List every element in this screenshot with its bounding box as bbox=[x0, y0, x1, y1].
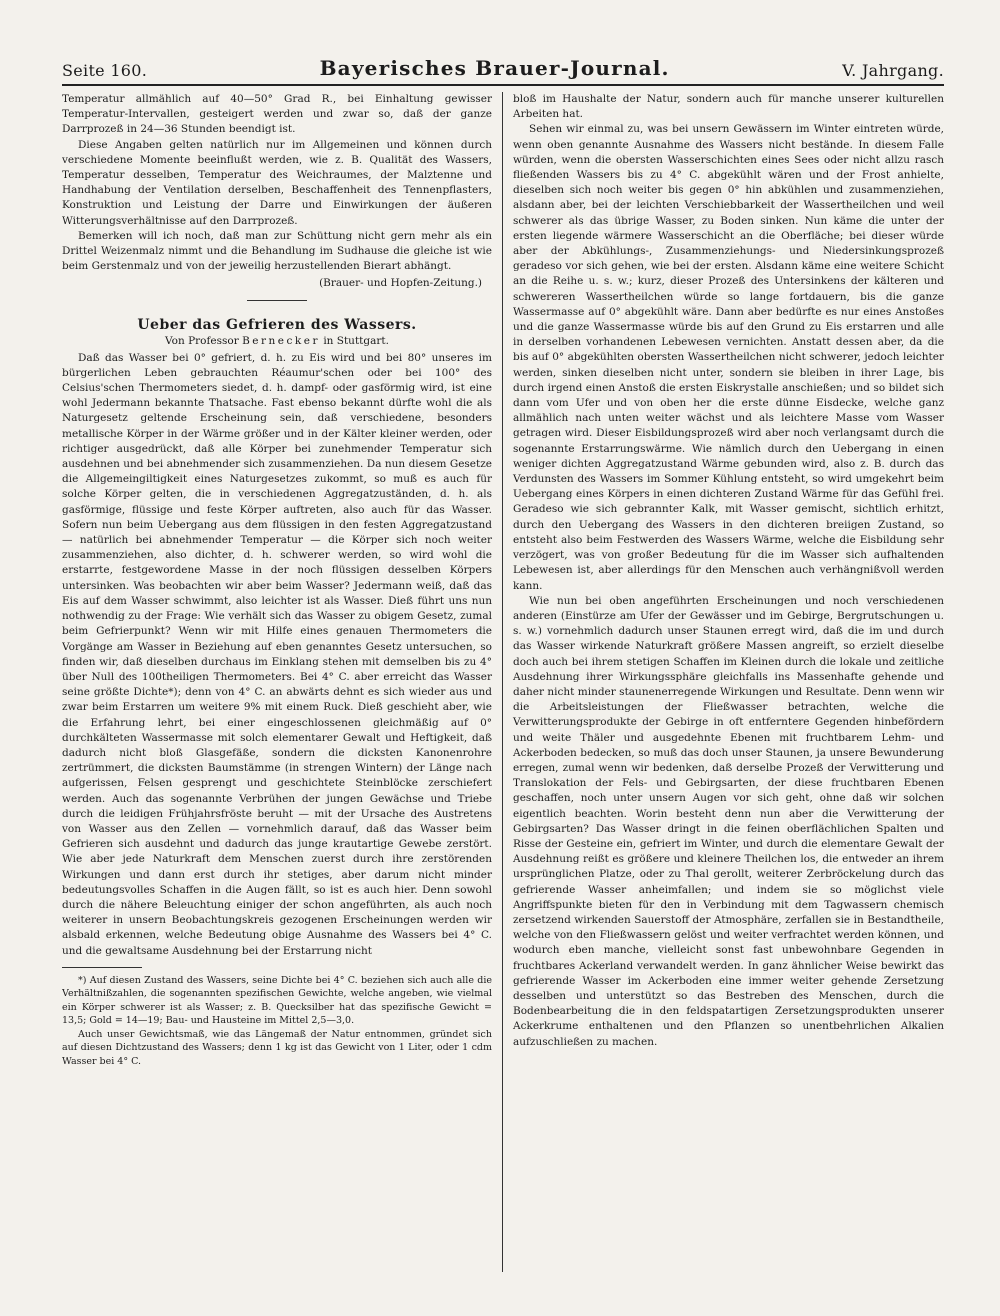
page-header bbox=[62, 54, 944, 86]
article-paragraph: Wie nun bei oben angeführten Erscheinungen und noch verschiedenen anderen (Einstürze am Ufer der Gewässer und im Gebirge, Bergrutschungen u. s. w.) vornehmlich dadurch unser Staunen erregt wird, daß die im und durch das Wasser wirkende Naturkraft größere Massen angreift, so erzielt dieselbe doch auch bei ihrem stetigen Schaffen im Kleinen durch die lokale und zeitliche Ausdehnung ihrer Wirkungssphäre gleichfalls ins Massenhafte gehende und daher nicht minder staunenerregende Wirkungen und Resultate. Denn wenn wir die Arbeitsleistungen der Fließwasser betrachten, welche die Verwitterungsprodukte der Gebirge in oft entferntere Gegenden hinbefördern und weite Thäler und ausgedehnte Ebenen mit fruchtbarem Lehm- und Ackerboden bedecken, so muß das doch unser Staunen, ja unsere Bewunderung erregen, zumal wenn wir bedenken, daß derselbe Prozeß der Verwitterung und Translokation der Fels- und Gebirgsarten, der diese fruchtbaren Ebenen geschaffen, noch unter unsern Augen vor sich geht, ohne daß wir solchen eigentlich beachten. Worin besteht denn nun aber die Verwitterung der Gebirgsarten? Das Wasser dringt in die feinen oberflächlichen Spalten und Risse der Gesteine ein, gefriert im Winter, und durch die elementare Gewalt der Ausdehnung reißt es größere und kleinere Theilchen los, die entweder an ihrem ursprünglichen Platze, oder zu Thal gerollt, weiterer Zerbröckelung durch das gefrierende Wasser anheimfallen; und indem sie so möglichst viele Angriffspunkte bieten für den in Verbindung mit dem Tagwassern chemisch zersetzend wirkenden Sauerstoff der Atmosphäre, zerfallen sie in Bestandtheile, welche von den Fließwassern gelöst und weiter verfrachtet werden können, und wodurch eben manche, vielleicht sonst fast unbewohnbare Gegenden in fruchtbares Ackerland verwandelt werden. In ganz ähnlicher Weise bewirkt das gefrierende Wasser im Ackerboden eine immer weiter gehende Zersetzung desselben und unterstützt so das Bestreben des Menschen, durch die Bodenbearbeitung die in den feldspatartigen Zersetzungsprodukten unserer Ackerkrume enthaltenen und den Pflanzen so unentbehrlichen Alkalien aufzuschließen zu machen. bbox=[513, 594, 944, 1048]
byline-author: Bernecker bbox=[242, 334, 320, 347]
page-number: Seite 160. bbox=[62, 61, 148, 80]
footnote: *) Auf diesen Zustand des Wassers, seine Dichte bei 4° C. beziehen sich auch alle die Verhältnißzahlen, die sogenannten spezifischen Gewichte, welche angeben, wie vielmal ein Körper schwerer ist als Wasser; z. B. Quecksilber hat das spezifische Gewicht = 13,5; Gold = 14—19; Bau- und Hausteine im Mittel 2,5—3,0. bbox=[62, 974, 492, 1027]
intro-paragraph: Bemerken will ich noch, daß man zur Schüttung nicht gern mehr als ein Drittel Weizenmalz nimmt und die Behandlung im Sudhause die gleiche ist wie beim Gerstenmalz und von der jeweilig herzustellenden Bierart abhängt. bbox=[62, 229, 492, 273]
footnotes bbox=[62, 974, 492, 1069]
intro-paragraph: Temperatur allmählich auf 40—50° Grad R., bei Einhaltung gewisser Temperatur-Intervallen, gesteigert werden und zwar so, daß der ganze Darrprozeß in 24—36 Stunden beendigt ist. bbox=[62, 93, 492, 136]
section-divider bbox=[247, 300, 307, 301]
article-paragraph: Daß das Wasser bei 0° gefriert, d. h. zu Eis wird und bei 80° unseres im bürgerlichen Leben gebrauchten Réaumur'schen oder bei 100° des Celsius'schen Thermometers siedet, d. h. dampf- oder gasförmig wird, ist eine wohl Jedermann bekannte Thatsache. Fast ebenso bekannt dürfte wohl die als Naturgesetz geltende Erscheinung sein, daß verschiedene, besonders metallische Körper in der Wärme größer und in der Kälter kleiner werden, oder richtiger ausgedrückt, daß alle Körper bei zunehmender Temperatur sich ausdehnen und bei abnehmender sich zusammenziehen. Da nun diesem Gesetze die Allgemeingiltigkeit eines Naturgesetzes zukommt, so muß es auch für solche Körper gelten, die in verschiedenen Aggregatzuständen, d. h. als gasförmige, flüssige und feste Körper auftreten, also auch für das Wasser. Sofern nun beim Uebergang aus dem flüssigen in den festen Aggregatzustand — natürlich bei abnehmender Temperatur — die Körper sich noch weiter zusammenziehen, also dichter, d. h. schwerer werden, so wird wohl die erstarrte, festgewordene Masse in der noch flüssigen desselben Körpers untersinken. Was beobachten wir aber beim Wasser? Jedermann weiß, daß das Eis auf dem Wasser schwimmt, also leichter ist als Wasser. Dieß führt uns nun nothwendig zu der Frage: Wie verhält sich das Wasser zu obigem Gesetz, zumal beim Gefrierpunkt? Wenn wir mit Hilfe eines genauen Thermometers die Vorgänge am Wasser in Beziehung auf eben genanntes Gesetz untersuchen, so finden wir, daß dieselben durchaus im Einklang stehen mit demselben bis zu 4° über Null des 100theiligen Thermometers. Bei 4° C. aber erreicht das Wasser seine größte Dichte*); denn von 4° C. an abwärts dehnt es sich wieder aus und zwar beim Erstarren um weitere 9% mit einem Ruck. Dieß geschieht aber, wie die Erfahrung lehrt, bei einer eingeschlossenen gleichmäßig auf 0° durchkälteten Wassermasse mit solch elementarer Gewalt und Heftigkeit, daß dadurch nicht bloß Glasgefäße, sondern die dicksten Kanonenrohre zertrümmert, die dicksten Baumstämme (in strengen Wintern) der Länge nach aufgerissen, Felsen gesprengt und geschichtete Steinblöcke zerschiefert werden. Auch das sogenannte Verbrühen der jungen Gewächse und Triebe durch die leidigen Frühjahrsfröste beruht — mit der Ursache des Austretens von Wasser aus den Zellen — vornehmlich darauf, daß das Wasser beim Gefrieren sich ausdehnt und dadurch das junge krautartige Gewebe zerstört. Wie aber jede Naturkraft dem Menschen zuerst durch ihre zerstörenden Wirkungen und dann erst durch ihr stetiges, aber darum nicht minder bedeutungsvolles Schaffen in die Augen fällt, so ist es auch hier. Denn sowohl durch die nähere Beleuchtung einiger der schon angeführten, als auch noch weiterer in unsern Beobachtungskreis gezogenen Erscheinungen werden wir alsbald erkennen, welche Bedeutung obige Ausnahme des Wassers bei 4° C. und die gewaltsame Ausdehnung bei der Erstarrung nicht bbox=[62, 351, 492, 957]
article-paragraph: Sehen wir einmal zu, was bei unsern Gewässern im Winter eintreten würde, wenn oben genannte Ausnahme des Wassers nicht bestände. In diesem Falle würden, wenn die obersten Wasserschichten eines Sees oder nicht allzu rasch fließenden Wassers bis zu 4° C. abgekühlt wären und der Frost anhielte, dieselben sich noch weiter bis gegen 0° hin abkühlen und zusammenziehen, alsdann aber, bei der leichten Verschiebbarkeit der Wassertheilchen und weil schwerer als das übrige Wasser, zu Boden sinken. Nun käme die unter der ersten liegende wärmere Wasserschicht an die Oberfläche; bei dieser würde aber der Abkühlungs-, Zusammenziehungs- und Niedersinkungsprozeß geradeso vor sich gehen, wie bei der ersten. Alsdann käme eine weitere Schicht an die Reihe u. s. w.; kurz, dieser Prozeß des Untersinkens der kälteren und schwereren Wassertheilchen würde so lange fortdauern, bis die ganze Wassermasse auf 0° abgekühlt wäre. Dann aber bedürfte es nur eines Anstoßes und die ganze Wassermasse würde bis auf den Grund zu Eis erstarren und alle in derselben vorhandenen Lebewesen vernichten. Anstatt dessen aber, da die bis auf 0° abgekühlten obersten Wassertheilchen nicht schwerer, jedoch leichter werden, sinken dieselben nicht unter, sondern sie bleiben in ihrer Lage, bis durch irgend einen Anstoß die ersten Eiskrystalle anschießen; und so bildet sich dann vom Ufer und von oben her die erste dünne Eisdecke, welche ganz allmählich nach unten weiter wächst und als leichtere Masse vom Wasser getragen wird. Dieser Eisbildungsprozeß wird aber noch verlangsamt durch die sogenannte Erstarrungswärme. Wie nämlich durch den Uebergang in einen weniger dichten Aggregatzustand Wärme gebunden wird, also z. B. durch das Verdunsten des Wassers im Sommer Kühlung entsteht, so wird umgekehrt beim Uebergang eines Körpers in einen dichteren Zustand Wärme für das Gefühl frei. Geradeso wie sich gebrannter Kalk, mit Wasser gemischt, sichtlich erhitzt, durch den Uebergang des Wassers in den dichteren breiigen Zustand, so entsteht also beim Festwerden des Wassers Wärme, welche die Eisbildung sehr verzögert, was von großer Bedeutung für die im Wasser sich aufhaltenden Lebewesen ist, aber allerdings für den Menschen auch verhängnißvoll werden kann. bbox=[513, 123, 944, 592]
article-byline bbox=[62, 335, 492, 347]
byline-prefix: Von Professor bbox=[165, 334, 239, 347]
article-title: Ueber das Gefrieren des Wassers. bbox=[137, 316, 417, 333]
intro-paragraph: Diese Angaben gelten natürlich nur im Allgemeinen und können durch verschiedene Momente beeinflußt werden, wie z. B. Qualität des Wassers, Temperatur desselben, Temperatur des Weichraumes, der Malztenne und Handhabung der Ventilation derselben, Beschaffenheit des Tennenpflasters, Konstruktion und Leistung der Darre und Einwirkungen der äußeren Witterungsverhältnisse auf den Darrprozeß. bbox=[62, 138, 492, 227]
intro-source: (Brauer- und Hopfen-Zeitung.) bbox=[319, 277, 482, 290]
journal-title: Bayerisches Brauer-Journal. bbox=[319, 56, 670, 80]
footnote-divider bbox=[62, 967, 142, 968]
article-paragraph: bloß im Haushalte der Natur, sondern auch für manche unserer kulturellen Arbeiten hat. bbox=[513, 93, 944, 121]
byline-suffix: in Stuttgart. bbox=[323, 334, 389, 347]
volume-label: V. Jahrgang. bbox=[842, 61, 944, 80]
footnote: Auch unser Gewichtsmaß, wie das Längemaß der Natur entnommen, gründet sich auf diesen Dichtzustand des Wassers; denn 1 kg ist das Gewicht von 1 Liter, oder 1 cdm Wasser bei 4° C. bbox=[62, 1028, 492, 1067]
two-column-body bbox=[62, 92, 944, 1272]
right-column bbox=[503, 92, 944, 1272]
left-column bbox=[62, 92, 503, 1272]
